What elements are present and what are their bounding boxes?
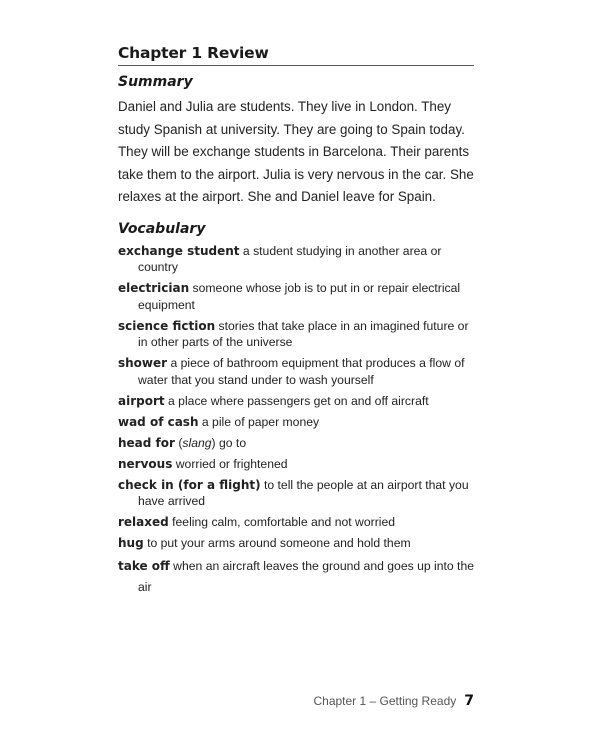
running-head: Chapter 1 – Getting Ready (313, 694, 457, 708)
vocab-item (118, 393, 474, 410)
vocabulary-heading: Vocabulary (118, 220, 206, 237)
vocab-item (118, 243, 474, 276)
vocab-item (118, 556, 474, 598)
vocab-term: nervous (118, 456, 173, 471)
vocab-definition: worried or frightened (175, 456, 288, 471)
page-footer (313, 693, 474, 709)
vocab-note: slang (182, 435, 212, 450)
page-number: 7 (464, 693, 474, 709)
vocab-definition: to tell the people at an airport that you have arrived (138, 477, 469, 508)
vocab-term: electrician (118, 281, 190, 295)
vocab-item (118, 456, 474, 473)
vocab-definition: someone whose job is to put in or repair electrical equipment (138, 281, 461, 312)
vocab-term: take off (118, 559, 170, 573)
vocab-term: check in (for a flight) (118, 477, 261, 492)
summary-heading: Summary (118, 74, 193, 90)
vocab-item (118, 514, 474, 531)
vocab-item (118, 414, 474, 431)
vocab-item (118, 535, 474, 552)
vocab-definition: feeling calm, comfortable and not worried (172, 515, 396, 529)
vocab-definition: a student studying in another area or country (138, 243, 442, 274)
vocab-definition: stories that take place in an imagined future or in other parts of the universe (138, 318, 469, 349)
vocab-item (118, 477, 474, 510)
vocabulary-list (118, 243, 474, 599)
vocab-item (118, 280, 474, 313)
vocab-definition: a place where passengers get on and off aircraft (168, 393, 429, 408)
vocab-definition: to put your arms around someone and hold them (147, 536, 411, 550)
vocab-term: science fiction (118, 318, 216, 333)
vocab-term: relaxed (118, 515, 169, 529)
page (118, 44, 474, 603)
chapter-title: Chapter 1 Review (118, 44, 474, 66)
vocab-term: shower (118, 356, 168, 370)
vocab-term: airport (118, 393, 165, 408)
vocab-item: head for (slang) go to (118, 435, 247, 450)
vocab-term: exchange student (118, 243, 240, 258)
vocab-term: head for (118, 435, 175, 450)
summary-text: Daniel and Julia are students. They live in London. They study Spanish at university. They are going to Spain today. They will be exchange students in Barcelona. Their parents take them to the airport. Julia is very nervous in the car. She relaxes at the airport. She and Daniel leave for Spain. (118, 99, 474, 204)
vocab-item (118, 355, 474, 388)
vocab-item (118, 318, 474, 351)
vocab-term: wad of cash (118, 414, 199, 429)
vocab-definition: go to (218, 435, 247, 450)
vocab-definition: a piece of bathroom equipment that produces a flow of water that you stand under to wash yourself (138, 356, 465, 387)
vocab-term: hug (118, 536, 144, 550)
vocab-definition: a pile of paper money (201, 414, 320, 429)
vocab-definition: when an aircraft leaves the ground and goes up into the air (138, 559, 475, 594)
